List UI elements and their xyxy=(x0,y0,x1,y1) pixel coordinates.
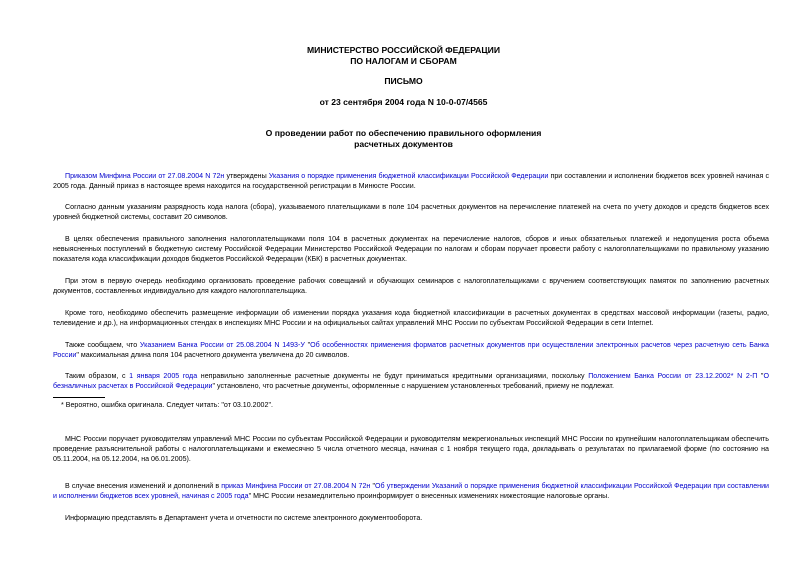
p1-text-2: при составлении и исполнении бюджетов всех уровней начиная с 2005 года. Данный приказ в настоящее время находится на государственной регистрации в Минюсте России. xyxy=(53,172,769,190)
paragraph-9 xyxy=(53,481,769,501)
paragraph-4 xyxy=(53,276,769,296)
paragraph-6 xyxy=(53,340,769,360)
link-payment-formats[interactable]: Об особенностях применения форматов расчетных документов при осуществлении электронных расчетов через расчетную сеть Банка России xyxy=(53,341,769,359)
p7-text-3: " xyxy=(757,372,764,380)
link-approval-instructions[interactable]: Об утверждении Указаний о порядке применения бюджетной классификации Российской Федерации при составлении и исполнении бюджетов всех уровней, начиная с 2005 года xyxy=(53,482,769,500)
link-minfin-order[interactable]: Приказом Минфина России от 27.08.2004 N 72н xyxy=(65,172,225,180)
document-date-number: от 23 сентября 2004 года N 10-0-07/4565 xyxy=(319,96,488,107)
paragraph-8 xyxy=(53,434,769,464)
p6-text-1: Также сообщаем, что xyxy=(65,341,140,349)
org-name-line1: МИНИСТЕРСТВО РОССИЙСКОЙ ФЕДЕРАЦИИ xyxy=(306,45,501,55)
document-subject-line1: О проведении работ по обеспечению правильного оформления xyxy=(265,128,542,138)
link-bank-russia-instruction[interactable]: Указанием Банка России от 25.08.2004 N 1493-У xyxy=(139,341,305,349)
p3-text: В целях обеспечения правильного заполнения налогоплательщиками поля 104 в расчетных документах на перечисление налогов, сборов и иных обязательных платежей и недопущения роста объема невыясненных поступлений в бюджетную систему Российской Федерации Министерство Российской Федерации по налогам и сборам поручает провести работу с налогоплательщиками по правильному указанию показателя кода классификации доходов бюджетов Российской Федерации (КБК) в расчетных документах. xyxy=(53,235,769,263)
paragraph-10 xyxy=(53,513,769,523)
link-jan-1-2005[interactable]: 1 января 2005 года xyxy=(129,372,198,380)
p8-text: МНС России поручает руководителям управлений МНС России по субъектам Российской Федерации и руководителям межрегиональных инспекций МНС России по крупнейшим налогоплательщикам обеспечить проведение разъяснительной работы с налогоплательщиками и ежемесячно 5 числа отчетного месяца, начиная с 1 ноября текущего года, докладывать о результатах по прилагаемой форме (по состоянию на 05.11.2004, на 05.12.2004, на 06.01.2005). xyxy=(53,435,769,463)
paragraph-7 xyxy=(53,371,769,391)
document-subject-line2: расчетных документов xyxy=(354,138,453,149)
p7-text-4: " установлено, что расчетные документы, оформленные с нарушением установленных требований, приему не подлежат. xyxy=(212,382,614,390)
paragraph-2 xyxy=(53,202,769,222)
document-header xyxy=(0,45,807,149)
link-cashless-payments[interactable]: О безналичных расчетах в Российской Федерации xyxy=(53,372,769,390)
p2-text: Согласно данным указаниям разрядность кода налога (сбора), указываемого плательщиками в поле 104 расчетных документов на перечисление платежей на счета по учету доходов и средств бюджетов всех уровней бюджетной системы, составит 20 символов. xyxy=(53,203,769,221)
p1-text-1: утверждены xyxy=(224,172,269,180)
p6-text-2: " xyxy=(304,341,311,349)
link-budget-classification-instructions[interactable]: Указания о порядке применения бюджетной классификации Российской Федерации xyxy=(268,172,549,180)
document-type: ПИСЬМО xyxy=(384,76,423,86)
paragraph-5 xyxy=(53,308,769,328)
footnote-divider xyxy=(53,397,105,398)
org-name-line2: ПО НАЛОГАМ И СБОРАМ xyxy=(350,55,457,66)
p7-text-2: неправильно заполненные расчетные документы не будут приниматься кредитными организациями, поскольку xyxy=(197,372,589,380)
link-bank-russia-regulation[interactable]: Положением Банка России от 23.12.2002* N 2-П xyxy=(588,372,758,380)
p7-text-1: Таким образом, с xyxy=(65,372,130,380)
p6-text-3: " максимальная длина поля 104 расчетного документа увеличена до 20 символов. xyxy=(76,351,350,359)
p9-text-2: " xyxy=(370,482,375,490)
p9-text-3: " МНС России незамедлительно проинформирует о внесенных изменениях нижестоящие налоговые органы. xyxy=(248,492,610,500)
footnote: * Вероятно, ошибка оригинала. Следует читать: "от 03.10.2002". xyxy=(61,401,273,409)
paragraph-1 xyxy=(53,171,769,191)
paragraph-3 xyxy=(53,234,769,264)
p10-text: Информацию представлять в Департамент учета и отчетности по системе электронного документооборота. xyxy=(65,514,423,522)
p9-text-1: В случае внесения изменений и дополнений в xyxy=(65,482,222,490)
p4-text: При этом в первую очередь необходимо организовать проведение рабочих совещаний и обучающих семинаров с налогоплательщиками с вручением соответствующих памяток по заполнению расчетных документов, составленных индивидуально для каждого налогоплательщика. xyxy=(53,277,769,295)
link-minfin-order-2[interactable]: приказ Минфина России от 27.08.2004 N 72н xyxy=(221,482,371,490)
p5-text: Кроме того, необходимо обеспечить размещение информации об изменении порядка указания кода бюджетной классификации в расчетных документах в средствах массовой информации (газеты, радио, телевидение и др.), на информационных стендах в инспекциях МНС России и на официальных сайтах управлений МНС России по субъектам Российской Федерации в сети Internet. xyxy=(53,309,769,327)
